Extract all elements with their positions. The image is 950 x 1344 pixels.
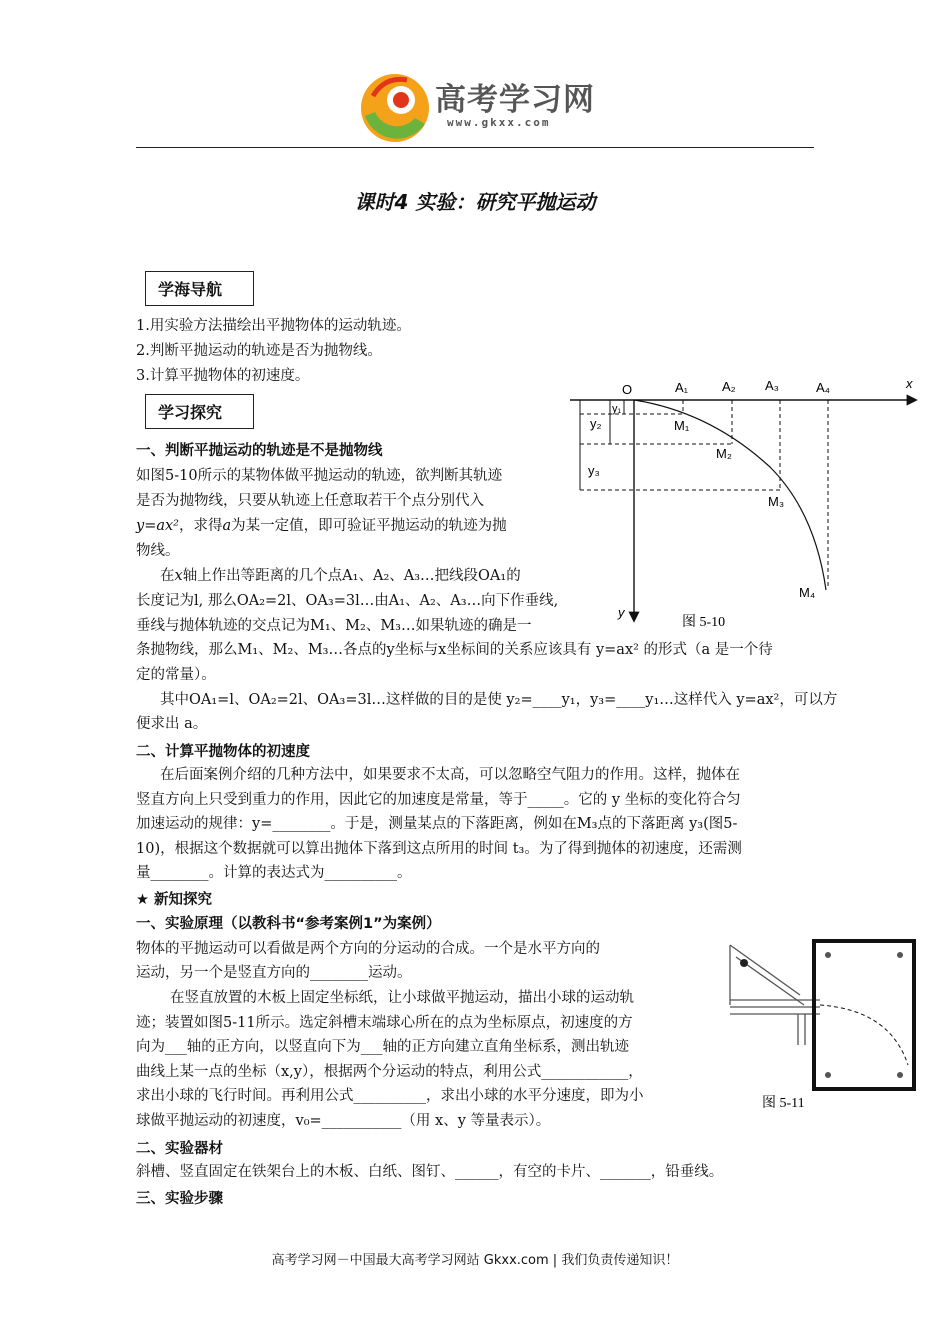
principle-line2: 运动，另一个是竖直方向的________运动。 (136, 965, 412, 981)
principle-line7: 求出小球的飞行时间。再利用公式__________，求出小球的水平分速度，即为小 (136, 1088, 644, 1104)
para1-line1: 如图5-10所示的某物体做平抛运动的轨迹，欲判断其轨迹 (136, 468, 503, 484)
page-title: 课时4 实验：研究平抛运动 (354, 190, 596, 214)
principle-line5: 向为___轴的正方向，以竖直向下为___轴的正方向建立直角坐标系，测出轨迹 (136, 1039, 629, 1055)
page-footer: 高考学习网－中国最大高考学习网站 Gkxx.com | 我们负责传递知识！ (271, 1253, 679, 1268)
logo-text: 高考学习网 (435, 82, 595, 118)
header-rule (136, 147, 814, 148)
para2-line1: 在x轴上作出等距离的几个点A₁、A₂、A₃…把线段OA₁的 (160, 568, 521, 584)
heading-principle: 一、实验原理（以教科书“参考案例1”为案例） (136, 916, 441, 932)
heading-equipment: 二、实验器材 (136, 1141, 223, 1157)
label-M1: M₁ (674, 418, 690, 433)
principle-line3: 在竖直放置的木板上固定坐标纸，让小球做平抛运动，描出小球的运动轨 (170, 990, 634, 1006)
heading-steps: 三、实验步骤 (136, 1191, 223, 1207)
principle-line6: 曲线上某一点的坐标（x,y），根据两个分运动的特点，利用公式____________， (136, 1064, 643, 1080)
para4-line4: 10)，根据这个数据就可以算出抛体下落到这点所用的时间 t₃。为了得到抛体的初速度，还需测 (136, 841, 742, 857)
para4-line2: 竖直方向上只受到重力的作用，因此它的加速度是常量，等于_____。它的 y 坐标的变化符合匀 (136, 792, 741, 808)
objective-1: 1.用实验方法描绘出平抛物体的运动轨迹。 (136, 318, 411, 334)
figure-5-10 (570, 372, 925, 632)
label-O: O (622, 382, 633, 397)
para1-line2: 是否为抛物线，只要从轨迹上任意取若干个点分别代入 (136, 493, 484, 509)
label-M4: M₄ (799, 585, 816, 600)
para1-line3: y=ax²，求得a为某一定值，即可验证平抛运动的轨迹为抛 (136, 518, 507, 534)
section-label-explore: 学习探究 (145, 394, 254, 429)
objective-3: 3.计算平抛物体的初速度。 (136, 368, 310, 384)
para2-line2: 长度记为l, 那么OA₂=2l、OA₃=3l…由A₁、A₂、A₃…向下作垂线, (136, 593, 559, 609)
label-A4: A₄ (816, 380, 830, 395)
label-y1: y₁ (612, 403, 622, 415)
label-y3: y₃ (588, 463, 600, 478)
label-A1: A₁ (675, 380, 689, 395)
para4-line3: 加速运动的规律：y=________。于是，测量某点的下落距离，例如在M₃点的下落距离 y₃(图5- (136, 816, 738, 832)
logo-url: www.gkxx.com (447, 116, 551, 129)
principle-line1: 物体的平抛运动可以看做是两个方向的分运动的合成。一个是水平方向的 (136, 941, 600, 957)
heading-initial-velocity: 二、计算平抛物体的初速度 (136, 744, 310, 760)
figure-5-10-caption: 图 5-10 (682, 615, 726, 630)
trajectory-curve (634, 400, 826, 590)
para4-line1: 在后面案例介绍的几种方法中，如果要求不太高，可以忽略空气阻力的作用。这样，抛体在 (160, 767, 740, 783)
logo-emblem-icon (355, 66, 435, 146)
para2-line3: 垂线与抛体轨迹的交点记为M₁、M₂、M₃…如果轨迹的确是一 (136, 618, 532, 634)
label-A2: A₂ (722, 379, 736, 394)
para1-line4: 物线。 (136, 543, 180, 559)
para3-line1: 其中OA₁=l、OA₂=2l、OA₃=3l…这样做的目的是使 y₂=____y₁，y₃=____y₁…这样代入 y=ax²，可以方 (160, 692, 838, 708)
header-logo (355, 66, 605, 146)
para4-line5: 量________。计算的表达式为__________。 (136, 865, 412, 881)
heading-parabola: 一、判断平抛运动的轨迹是不是抛物线 (136, 443, 383, 459)
para2-line4: 条抛物线，那么M₁、M₂、M₃…各点的y坐标与x坐标间的关系应该具有 y=ax² 的形式（a 是一个待 (136, 642, 773, 658)
label-x: x (906, 376, 913, 391)
objective-2: 2.判断平抛运动的轨迹是否为抛物线。 (136, 343, 382, 359)
ball-icon (740, 959, 748, 967)
principle-line8: 球做平抛运动的初速度，v₀=___________（用 x、y 等量表示）。 (136, 1113, 551, 1129)
principle-line4: 迹；装置如图5-11所示。选定斜槽末端球心所在的点为坐标原点，初速度的方 (136, 1015, 633, 1031)
equipment-line: 斜槽、竖直固定在铁架台上的木板、白纸、图钉、______，有空的卡片、_______，铅垂线。 (136, 1164, 724, 1180)
label-M3: M₃ (768, 494, 785, 509)
label-y: y (618, 605, 625, 620)
para2-line5: 定的常量）。 (136, 667, 216, 683)
label-M2: M₂ (716, 446, 732, 461)
label-y2: y₂ (590, 416, 602, 431)
figure-5-11 (720, 935, 930, 1120)
trajectory-dashed (820, 1005, 908, 1065)
section-label-navigation: 学海导航 (145, 271, 254, 306)
figure-5-11-caption: 图 5-11 (762, 1096, 805, 1111)
para3-line2: 便求出 a。 (136, 716, 208, 732)
section-new-knowledge: ★ 新知探究 (136, 892, 213, 908)
label-A3: A₃ (765, 378, 779, 393)
